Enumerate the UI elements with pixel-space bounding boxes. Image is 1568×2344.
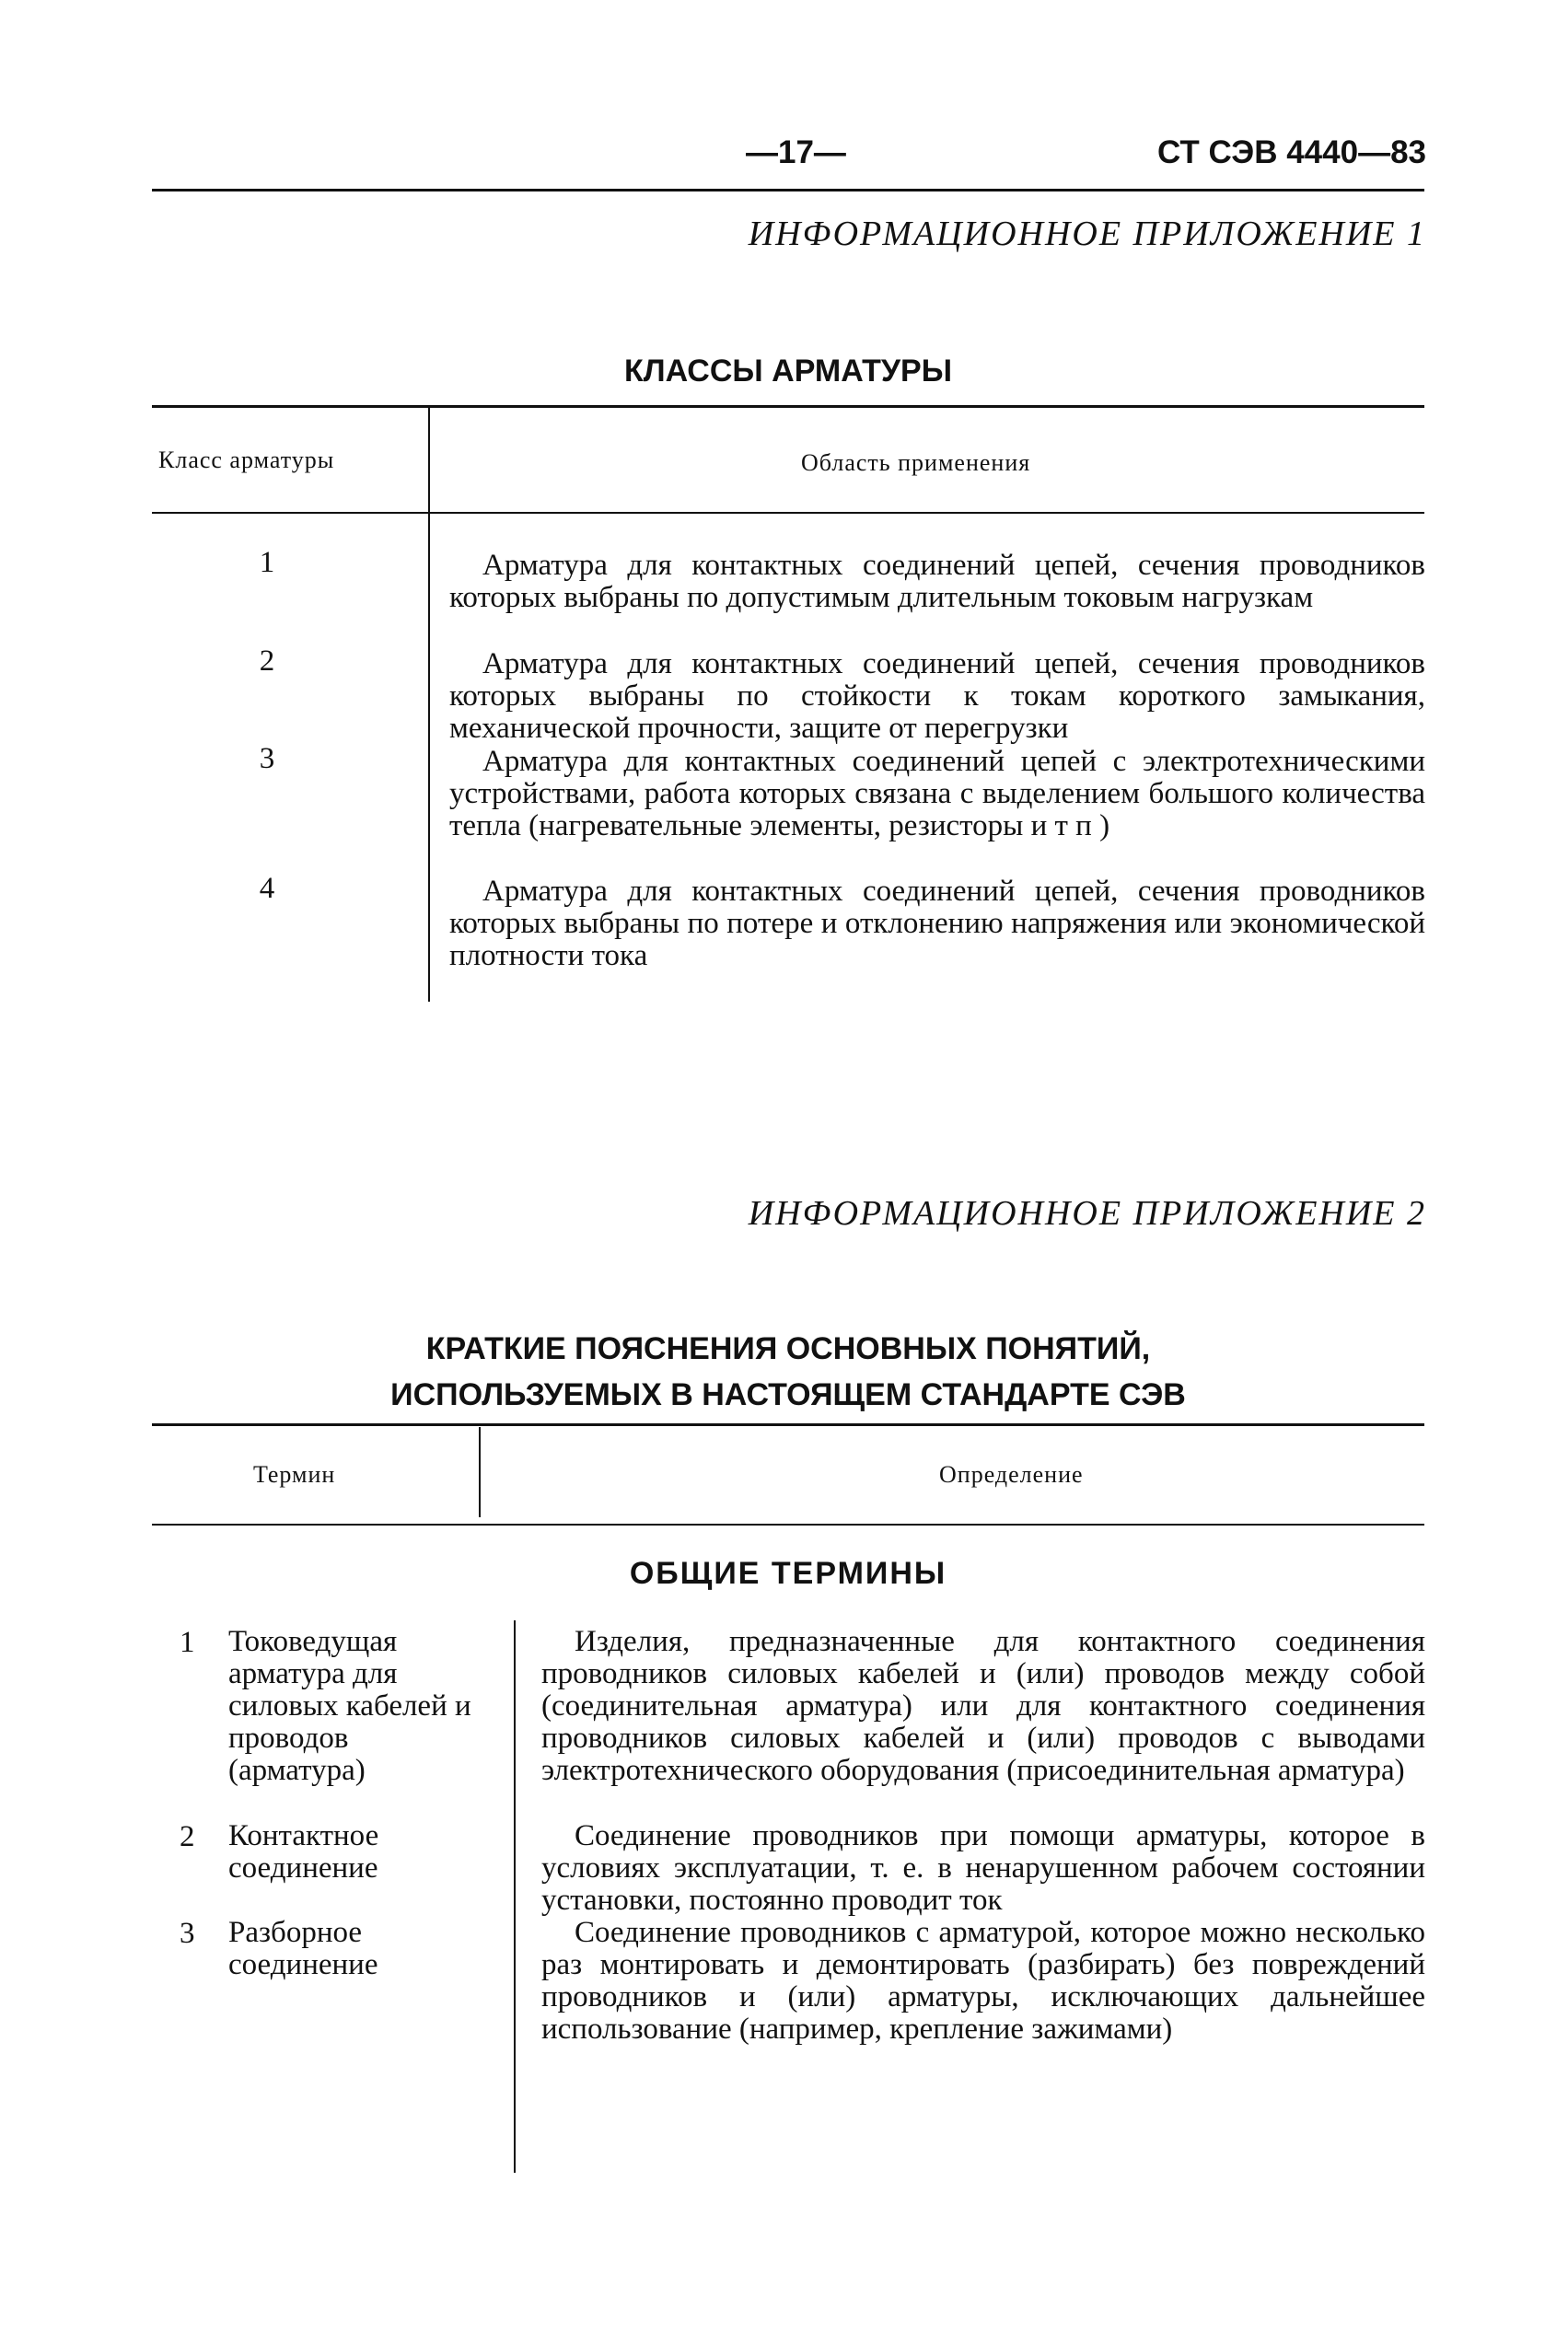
term-definition: Соединение проводников с арматурой, которое можно несколько раз монтировать и демонтировать (разбирать) без повреждений проводников и (или) арматуры, исключающих дальнейшее использование (например, крепление зажимами) bbox=[541, 1916, 1425, 2046]
table-1-column-divider bbox=[428, 408, 430, 1002]
term-number: 1 bbox=[180, 1626, 195, 1659]
term-name: Токоведущая арматура для силовых кабелей и проводов (арматура) bbox=[228, 1625, 471, 1787]
standard-code: СТ СЭВ 4440—83 bbox=[1156, 134, 1426, 170]
table-2-col-term: Термин bbox=[253, 1461, 336, 1488]
appendix-2-label: ИНФОРМАЦИОННОЕ ПРИЛОЖЕНИЕ 2 bbox=[748, 1194, 1426, 1233]
table-2-col-definition: Определение bbox=[939, 1461, 1084, 1488]
class-number: 3 bbox=[259, 742, 275, 775]
header-rule bbox=[152, 189, 1424, 191]
table-2-header-rule bbox=[152, 1524, 1424, 1526]
class-number: 2 bbox=[259, 644, 275, 678]
table-1-col-class: Класс арматуры bbox=[158, 447, 335, 473]
appendix-2-title-line-1: КРАТКИЕ ПОЯСНЕНИЯ ОСНОВНЫХ ПОНЯТИЙ, bbox=[425, 1331, 1151, 1366]
table-1-col-area: Область применения bbox=[801, 449, 1031, 476]
general-terms-heading: ОБЩИЕ ТЕРМИНЫ bbox=[629, 1556, 947, 1591]
table-2-column-divider bbox=[514, 1620, 516, 2173]
table-1-top-rule bbox=[152, 405, 1424, 408]
term-number: 3 bbox=[180, 1917, 195, 1950]
term-number: 2 bbox=[180, 1820, 195, 1853]
class-description: Арматура для контактных соединений цепей, сечения проводников которых выбраны по допустимым длительным токовым нагрузкам bbox=[449, 549, 1425, 614]
class-description: Арматура для контактных соединений цепей с электротехническими устройствами, работа которых связана с выделением большого количества тепла (нагревательные элементы, резисторы и т п ) bbox=[449, 745, 1425, 842]
term-name: Разборное соединение bbox=[228, 1916, 378, 1981]
page-number: —17— bbox=[746, 134, 846, 170]
term-definition: Соединение проводников при помощи арматуры, которое в условиях эксплуатации, т. е. в ненарушенном рабочем состоянии установки, постоянно проводит ток bbox=[541, 1819, 1425, 1917]
appendix-2-title-line-2: ИСПОЛЬЗУЕМЫХ В НАСТОЯЩЕМ СТАНДАРТЕ СЭВ bbox=[390, 1377, 1186, 1412]
class-number: 1 bbox=[259, 546, 275, 579]
appendix-1-title: КЛАССЫ АРМАТУРЫ bbox=[623, 354, 952, 389]
table-2-header-divider bbox=[479, 1427, 481, 1517]
term-definition: Изделия, предназначенные для контактного соединения проводников силовых кабелей и (или) проводов между собой (соединительная арматура) или для контактного соединения проводников силовых кабелей и (или) проводов с выводами электротехнического оборудования (присоединительная арматура) bbox=[541, 1625, 1425, 1787]
appendix-1-label: ИНФОРМАЦИОННОЕ ПРИЛОЖЕНИЕ 1 bbox=[748, 215, 1426, 253]
class-description: Арматура для контактных соединений цепей, сечения проводников которых выбраны по стойкости к токам короткого замыкания, механической прочности, защите от перегрузки bbox=[449, 647, 1425, 745]
class-number: 4 bbox=[259, 872, 275, 905]
term-name: Контактное соединение bbox=[228, 1819, 379, 1885]
class-description: Арматура для контактных соединений цепей, сечения проводников которых выбраны по потере и отклонению напряжения или экономической плотности тока bbox=[449, 875, 1425, 972]
table-2-top-rule bbox=[152, 1423, 1424, 1426]
table-1-header-rule bbox=[152, 512, 1424, 514]
